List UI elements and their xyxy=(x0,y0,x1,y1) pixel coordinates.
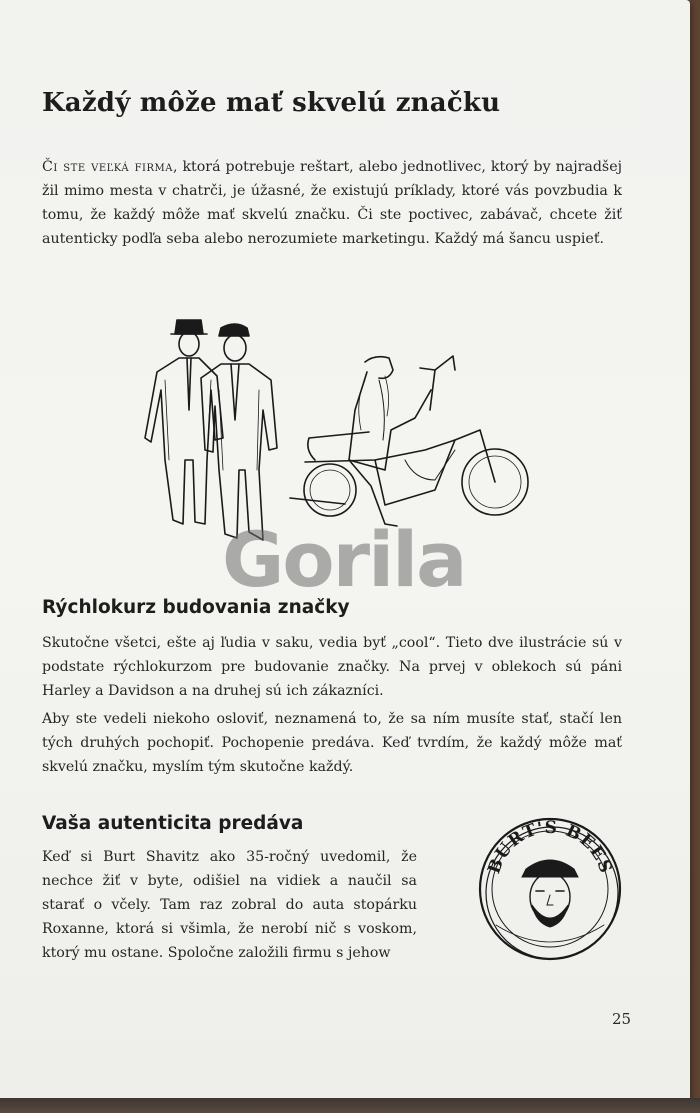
motorcycle-rider xyxy=(290,356,528,526)
section1-paragraph-1: Skutočne všetci, ešte aj ľudia v saku, vedia byť „cool“. Tieto dve ilustrácie sú v podstate rýchlokurzom pre budovanie značky. Na prvej v oblekoch sú páni Harley a Davidson a na druhej sú ich zákazníci. xyxy=(42,635,622,699)
section-heading-authenticity: Vaša autenticita predáva xyxy=(42,813,304,834)
page-bottom-edge xyxy=(0,1098,700,1113)
harley-davidson-illustration xyxy=(135,310,545,550)
intro-lead: Či ste veľká firma xyxy=(42,159,173,175)
watermark: Gorila xyxy=(222,515,466,604)
intro-paragraph xyxy=(42,155,622,251)
section2-paragraph-1: Keď si Burt Shavitz ako 35-ročný uvedomil, že nechce žiť v byte, odišiel na vidiek a naučil sa starať o včely. Tam raz zobral do auta stopárku Roxanne, ktorá si všimla, že nerobí nič s voskom, ktorý mu ostane. Spoločne založili firmu s jehow xyxy=(42,849,417,961)
page-number: 25 xyxy=(612,1010,632,1028)
intro-rest: , ktorá potrebuje reštart, alebo jednotlivec, ktorý by najradšej žil mimo mesta v chatrči, je úžasné, že existujú príklady, ktoré vás povzbudia k tomu, že každý môže mať skvelú značku. Či ste poctivec, zabávač, chcete žiť autenticky podľa seba alebo nerozumiete marketingu. Každý má šancu uspieť. xyxy=(42,159,623,247)
section-heading-brand-course: Rýchlokurz budovania značky xyxy=(42,597,350,618)
man-in-suit-left xyxy=(145,320,223,524)
man-in-suit-right xyxy=(201,324,277,540)
page-title: Každý môže mať skvelú značku xyxy=(42,88,501,118)
burts-bees-tin-illustration xyxy=(470,805,630,967)
section1-paragraph-2: Aby ste vedeli niekoho osloviť, neznamená to, že sa ním musíte stať, stačí len tých druhých pochopiť. Pochopenie predáva. Keď tvrdím, že každý môže mať skvelú značku, myslím tým skutočne každý. xyxy=(42,711,622,775)
seal-text: BURT'S BEES xyxy=(484,817,616,877)
